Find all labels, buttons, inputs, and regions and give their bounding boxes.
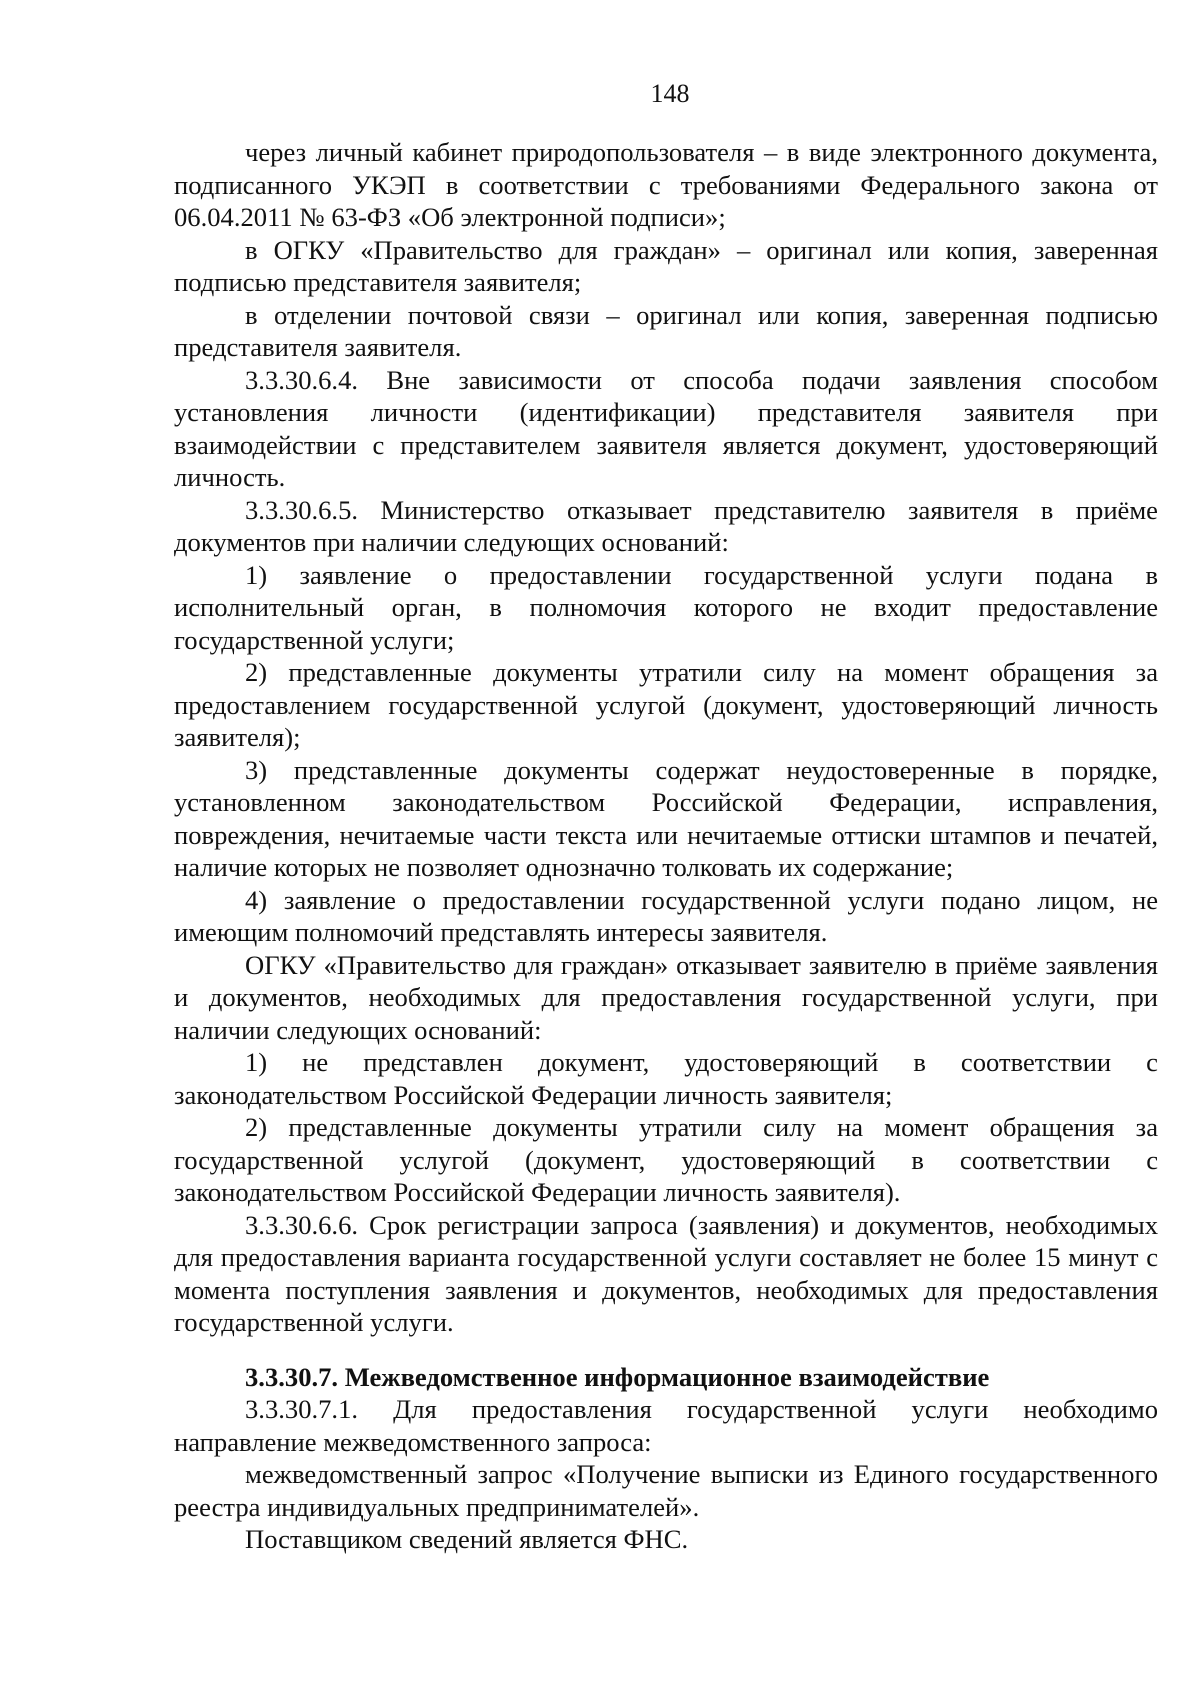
paragraph: 4) заявление о предоставлении государственной услуги подано лицом, не имеющим полномочий представлять интересы заявителя.	[174, 884, 1158, 947]
paragraph: Поставщиком сведений является ФНС.	[245, 1524, 689, 1554]
paragraph: 3.3.30.7.1. Для предоставления государственной услуги необходимо направление межведомственного запроса:	[174, 1394, 1158, 1457]
page-number: 148	[650, 79, 690, 108]
paragraph: 1) заявление о предоставлении государственной услуги подана в исполнительный орган, в полномочия которого не входит предоставление государственной услуги;	[174, 559, 1158, 655]
paragraph: в ОГКУ «Правительство для граждан» – оригинал или копия, заверенная подписью представителя заявителя;	[174, 234, 1158, 297]
paragraph: через личный кабинет природопользователя – в виде электронного документа, подписанного УКЭП в соответствии с требованиями Федерального закона от 06.04.2011 № 63-ФЗ «Об электронной подписи»;	[174, 137, 1158, 232]
paragraph: 3.3.30.6.4. Вне зависимости от способа подачи заявления способом установления личности (идентификации) представителя заявителя при взаимодействии с представителем заявителя является документ, удостоверяющий личность.	[174, 364, 1158, 492]
paragraph: 3.3.30.6.5. Министерство отказывает представителю заявителя в приёме документов при наличии следующих оснований:	[174, 494, 1158, 557]
document-body	[174, 136, 1158, 1556]
paragraph: 1) не представлен документ, удостоверяющий в соответствии с законодательством Российской Федерации личность заявителя;	[174, 1047, 1158, 1110]
paragraph: 3) представленные документы содержат неудостоверенные в порядке, установленном законодательством Российской Федерации, исправления, повреждения, нечитаемые части текста или нечитаемые оттиски штампов и печатей, наличие которых не позволяет однозначно толковать их содержание;	[174, 754, 1158, 882]
paragraph: 2) представленные документы утратили силу на момент обращения за предоставлением государственной услугой (документ, удостоверяющий личность заявителя);	[174, 657, 1158, 752]
section-heading: 3.3.30.7. Межведомственное информационное взаимодействие	[245, 1361, 990, 1392]
paragraph: ОГКУ «Правительство для граждан» отказывает заявителю в приёме заявления и документов, необходимых для предоставления государственной услуги, при наличии следующих оснований:	[174, 949, 1158, 1045]
paragraph: 2) представленные документы утратили силу на момент обращения за государственной услугой (документ, удостоверяющий в соответствии с законодательством Российской Федерации личность заявителя).	[174, 1112, 1158, 1207]
paragraph: в отделении почтовой связи – оригинал или копия, заверенная подписью представителя заявителя.	[174, 299, 1158, 362]
paragraph: межведомственный запрос «Получение выписки из Единого государственного реестра индивидуальных предпринимателей».	[174, 1459, 1158, 1522]
paragraph: 3.3.30.6.6. Срок регистрации запроса (заявления) и документов, необходимых для предоставления варианта государственной услуги составляет не более 15 минут с момента поступления заявления и документов, необходимых для предоставления государственной услуги.	[174, 1209, 1158, 1337]
